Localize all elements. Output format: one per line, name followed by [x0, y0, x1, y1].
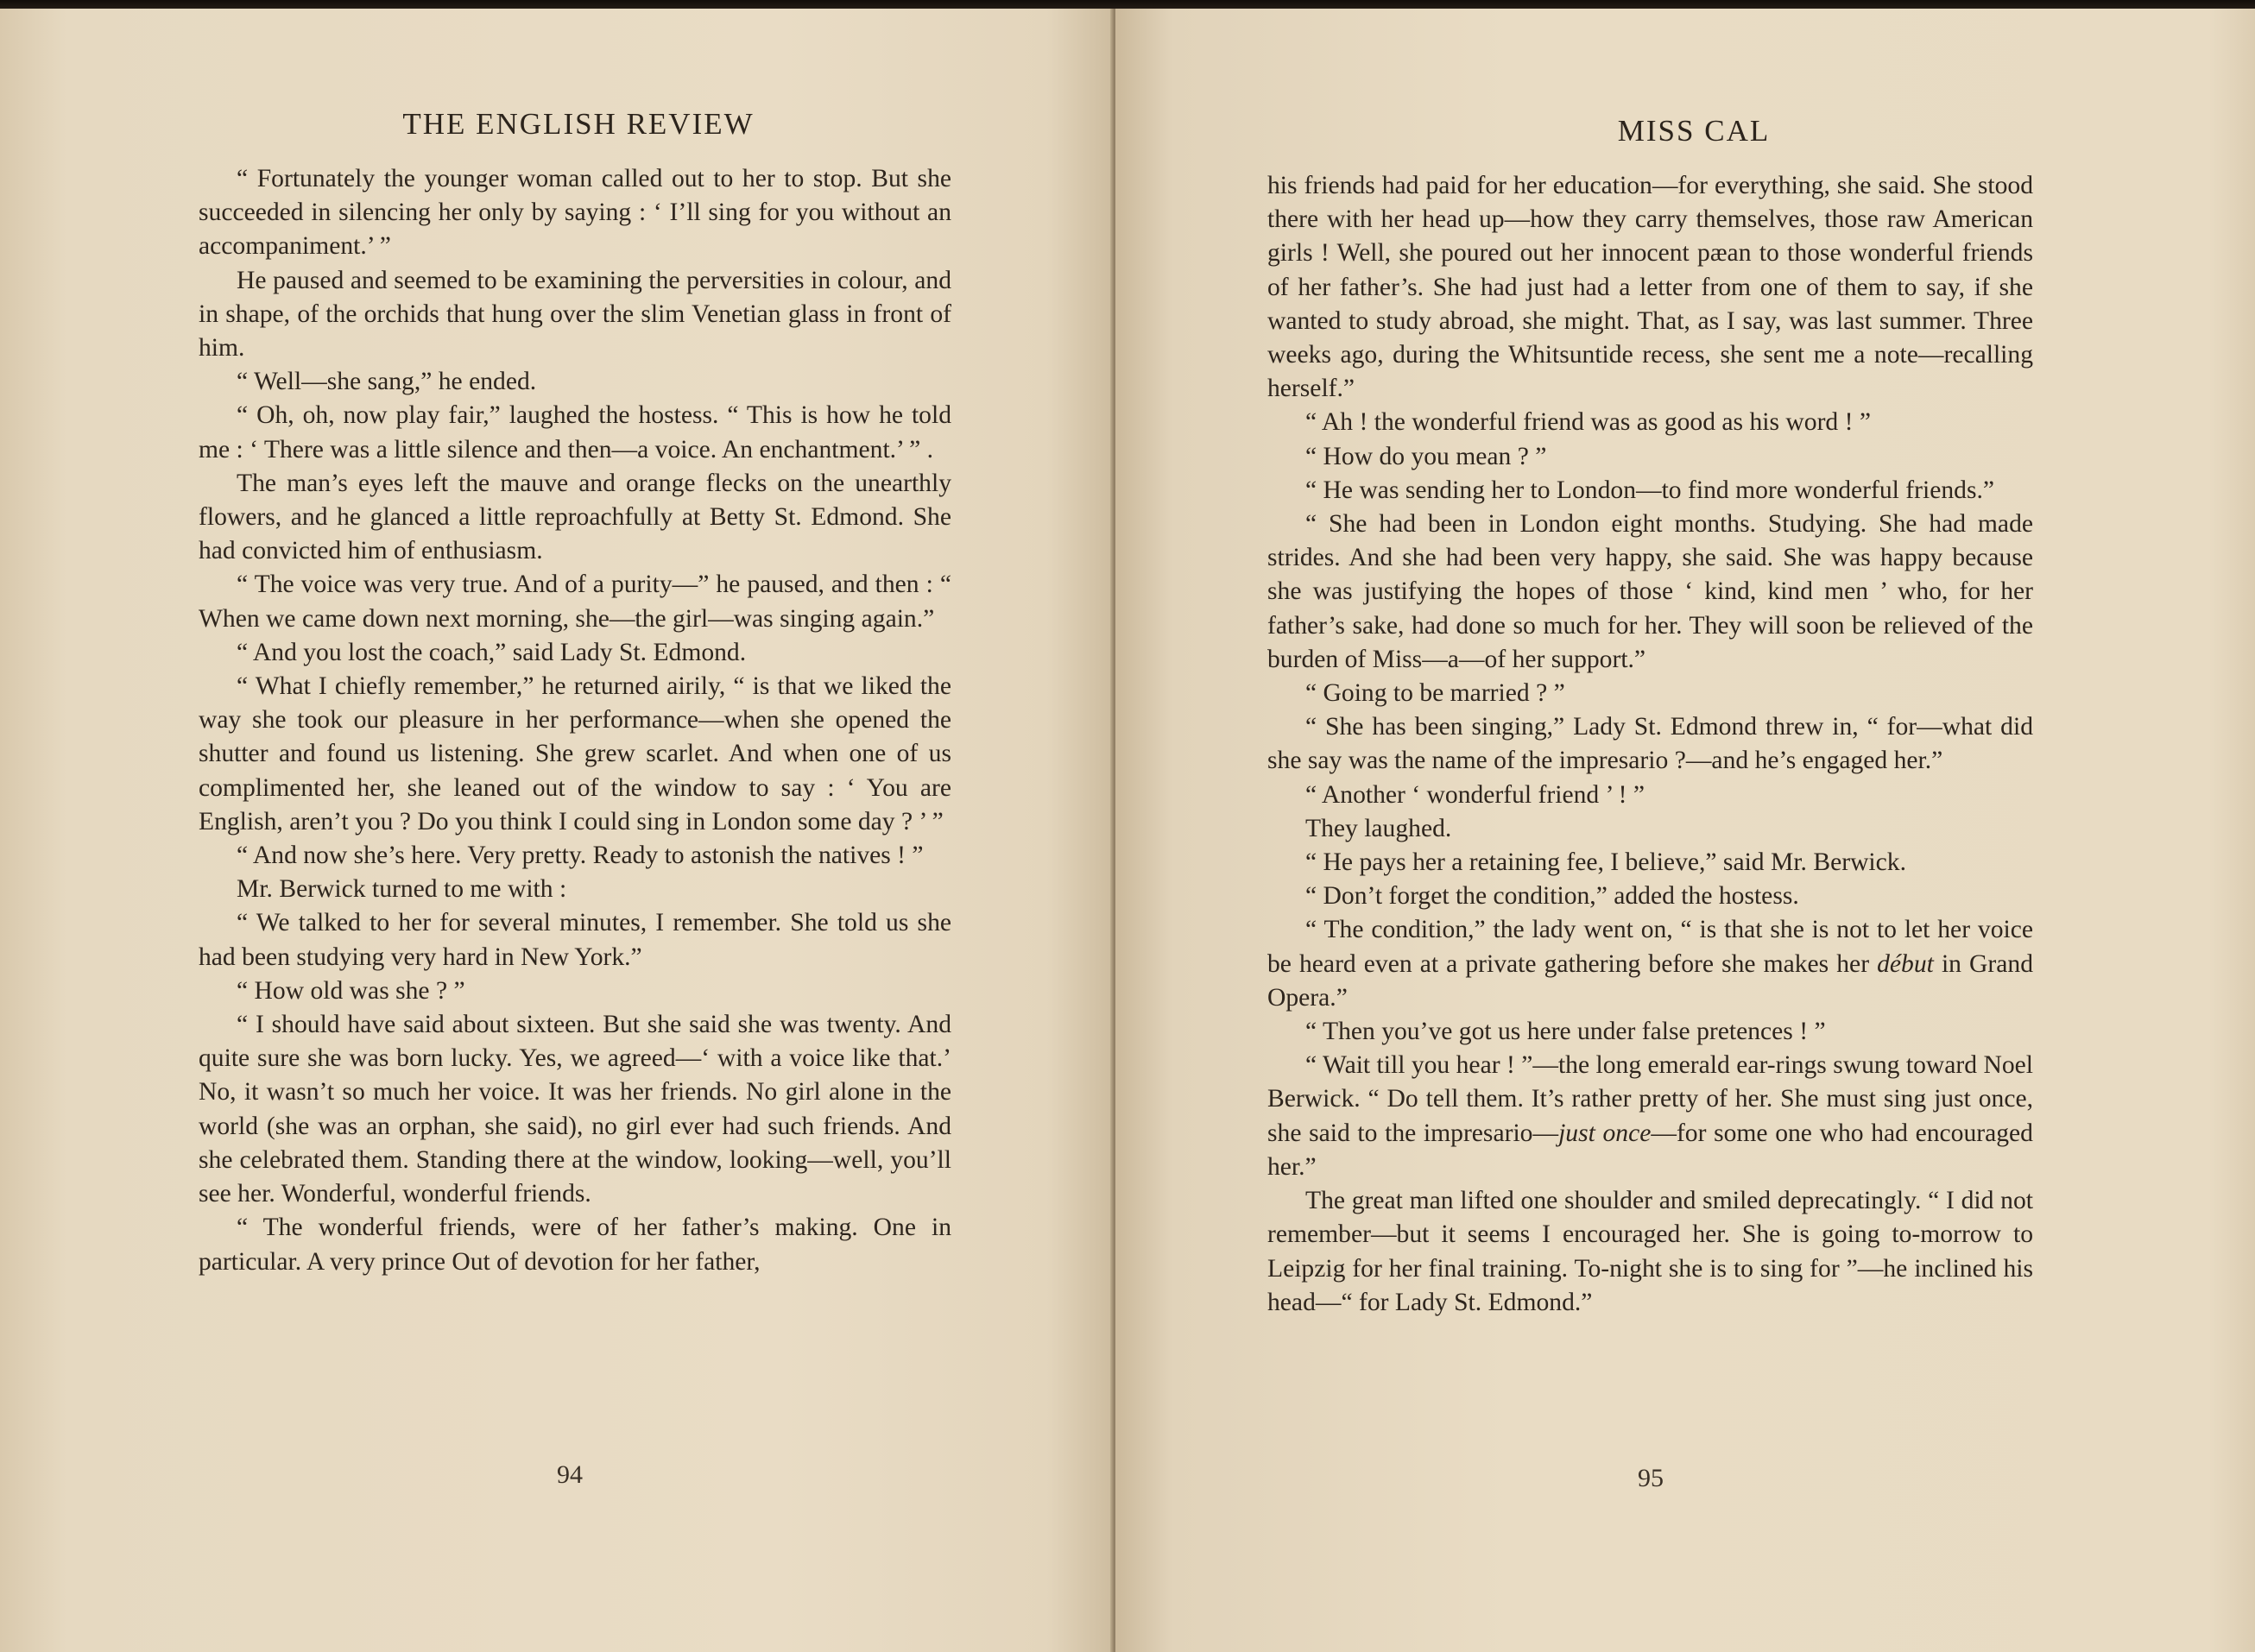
paragraph: “ Ah ! the wonderful friend was as good as his word ! ” [1305, 408, 1872, 437]
left-page-body [199, 162, 951, 1279]
paragraph: The great man lifted one shoulder and smiled deprecatingly. “ I did not remember—but it seems I encouraged her. She is going to-morrow to Leipzig for her final training. To-night she is to sing for ”—he inclined his head—“ for Lady St. Edmond.” [1267, 1187, 2033, 1316]
text-run: “ The condition,” the lady went on, “ is that she is not to let her voice be heard even at a private gathering before she makes her [1267, 916, 2033, 978]
paragraph: The man’s eyes left the mauve and orange flecks on the unearthly flowers, and he glanced a little reproachfully at Betty St. Edmond. She had convicted him of enthusiasm. [199, 469, 951, 565]
paragraph: “ I should have said about sixteen. But she said she was twenty. And quite sure she was born lucky. Yes, we agreed—‘ with a voice like that.’ No, it wasn’t so much her voice. It was her friends. No girl alone in the world (she was an orphan, she said), no girl ever had such friends. And she celebrated them. Standing there at the window, looking—well, you’ll see her. Wonderful, wonderful friends. [199, 1011, 951, 1208]
text-run: —for some one who had encouraged her.” [1267, 1119, 2033, 1181]
italic-word: début [1877, 949, 1934, 978]
paragraph: “ Going to be married ? ” [1305, 679, 1565, 708]
text-run: in Grand Opera.” [1267, 949, 2033, 1012]
paragraph: “ She has been singing,” Lady St. Edmond threw in, “ for—what did she say was the name of the impresario ?—and he’s engaged her.” [1267, 713, 2033, 775]
paragraph: “ Fortunately the younger woman called out to her to stop. But she succeeded in silencing her only by saying : ‘ I’ll sing for you without an accompaniment.’ ” [199, 165, 951, 261]
right-page-body [1267, 169, 2033, 1320]
paragraph: “ How old was she ? ” [237, 976, 465, 1005]
italic-phrase: just once [1558, 1119, 1652, 1147]
right-page [1115, 9, 2255, 1652]
paragraph [1267, 913, 2033, 1015]
paragraph: “ Well—she sang,” he ended. [237, 368, 537, 396]
paragraph: “ Another ‘ wonderful friend ’ ! ” [1305, 780, 1645, 809]
paragraph: “ She had been in London eight months. Studying. She had made strides. And she had been very happy, she said. She was happy because she was justifying the hopes of those ‘ kind, kind men ’ who, for her father’s sake, had done so much for her. They will soon be relieved of the burden of Miss—a—of her support.” [1267, 510, 2033, 673]
paragraph: “ Oh, oh, now play fair,” laughed the hostess. “ This is how he told me : ‘ There was a little silence and then—a voice. An enchantment.’ ” . [199, 401, 951, 463]
paragraph: “ The wonderful friends, were of her father’s making. One in particular. A very prince Out of devotion for her father, [199, 1214, 951, 1276]
left-page [0, 9, 1114, 1652]
paragraph: He paused and seemed to be examining the perversities in colour, and in shape, of the orchids that hung over the slim Venetian glass in front of him. [199, 266, 951, 363]
paragraph: “ We talked to her for several minutes, I remember. She told us she had been studying very hard in New York.” [199, 909, 951, 971]
paragraph: “ He was sending her to London—to find more wonderful friends.” [1305, 476, 1995, 504]
paragraph: They laughed. [1305, 814, 1452, 842]
paragraph: “ He pays her a retaining fee, I believe,” said Mr. Berwick. [1305, 848, 1906, 877]
text-run: “ Wait till you hear ! ”—the long emerald ear-rings swung toward Noel Berwick. “ Do tell them. It’s rather pretty of her. She must sing just once, she said to the impresario— [1267, 1051, 2033, 1147]
page-number-right: 95 [1638, 1464, 1664, 1492]
running-head-left: THE ENGLISH REVIEW [402, 107, 755, 141]
paragraph: “ What I chiefly remember,” he returned airily, “ is that we liked the way she took our pleasure in her performance—when she opened the shutter and found us listening. She grew scarlet. And when one of us complimented her, she leaned out of the window to say : ‘ You are English, aren’t you ? Do you think I could sing in London some day ? ’ ” [199, 672, 951, 835]
paragraph: “ And now she’s here. Very pretty. Ready to astonish the natives ! ” [237, 842, 924, 870]
paragraph: his friends had paid for her education—for everything, she said. She stood there with her head up—how they carry themselves, those raw American girls ! Well, she poured out her innocent pæan to those wonderful friends of her father’s. She had just had a letter from one of them to say, if she wanted to study abroad, she might. That, as I say, was last summer. Three weeks ago, during the Whitsuntide recess, she sent me a note—recalling herself.” [1267, 172, 2033, 403]
running-head-right: MISS CAL [1617, 114, 1771, 148]
paragraph: “ Don’t forget the condition,” added the hostess. [1305, 882, 1799, 911]
paragraph: “ The voice was very true. And of a purity—” he paused, and then : “ When we came down next morning, she—the girl—was singing again.” [199, 571, 951, 633]
paragraph: “ How do you mean ? ” [1305, 442, 1547, 470]
paragraph: Mr. Berwick turned to me with : [237, 875, 567, 904]
page-number-left: 94 [557, 1460, 583, 1489]
paragraph: “ And you lost the coach,” said Lady St. Edmond. [237, 638, 747, 666]
paragraph [1267, 1049, 2033, 1184]
paragraph: “ Then you’ve got us here under false pretences ! ” [1305, 1018, 1826, 1046]
